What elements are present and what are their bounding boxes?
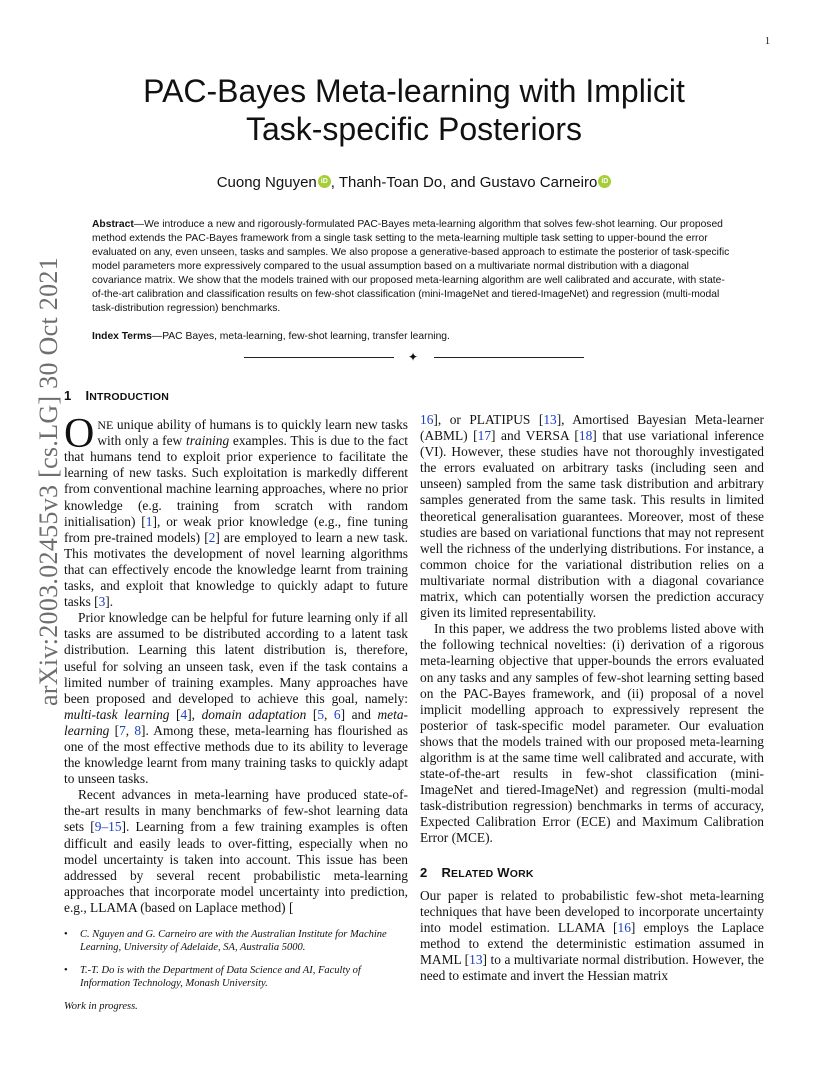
orcid-icon[interactable]: iD — [598, 175, 611, 188]
citation-link[interactable]: 16 — [617, 919, 631, 935]
intro-paragraph-3: Recent advances in meta-learning have produced state-of-the-art results in many benchmarks of few-shot learning data sets [9–15]. Learning from a few training examples is often difficult and easily leads to over-fitting, especially when no model uncertainty is taken into account. This issue has been addressed by several recent probabilistic meta-learning approaches that incorporate model uncertainty into prediction, e.g., LLAMA (based on Laplace method) [ — [64, 787, 408, 915]
citation-link[interactable]: 5 — [317, 706, 325, 722]
drop-cap: O — [64, 411, 95, 458]
abstract-label: Abstract — [92, 219, 134, 230]
citation-link[interactable]: 13 — [469, 952, 483, 967]
abstract — [92, 218, 736, 316]
left-column — [64, 388, 408, 916]
divider-diamond-icon: ✦ — [408, 350, 419, 364]
citation-link[interactable]: 4 — [180, 706, 188, 722]
index-terms-label: Index Terms — [92, 331, 152, 342]
citation-link[interactable]: 6 — [333, 706, 341, 722]
bullet-icon: • — [64, 929, 68, 940]
author-name: Cuong Nguyen — [216, 174, 317, 191]
related-work-paragraph-1: Our paper is related to probabilistic few-shot meta-learning techniques that have been developed to incorporate uncertainty into model estimation. LLAMA [16] employs the Laplace method to extend the deterministic estimation assumed in MAML [13] to a multivariate normal distribution. However, the need to estimate and invert the Hessian matrix — [420, 887, 765, 984]
bullet-icon: • — [64, 965, 68, 976]
intro-paragraph-3-continued: 16], or PLATIPUS [13], Amortised Bayesian Meta-learner (ABML) [17] and VERSA [18] that use variational inference (VI). However, these studies have not thoroughly investigated the errors evaluated on arbitrary tasks (including seen and unseen) sampled from the same task distribution and arbitrary samples generated from the same task. This results in limited theoretical generalisation guarantees. Moreover, most of these studies are based on variational functions that may not represent well the richness of the underlying distributions. For instance, a common choice for the variational distribution relies on a multivariate normal distribution with a diagonal covariance matrix, which can potentially worsen the prediction accuracy given its limited representability. — [420, 412, 765, 621]
intro-paragraph-1: ONE unique ability of humans is to quickly learn new tasks with only a few training examples. This is due to the fact that humans tend to exploit prior experience to facilitate the learning of new tasks. Such exploitation is markedly different from conventional machine learning approaches, where no prior knowledge (e.g. training from scratch with random initialisation) [1], or weak prior knowledge (e.g., fine tuning from pre-trained models) [2] are employed to learn a new task. This motivates the development of novel learning algorithms that can effectively encode the knowledge learnt from training tasks, and exploit that knowledge to quickly adapt to future tasks [3]. — [64, 411, 408, 610]
citation-link[interactable]: 18 — [578, 428, 593, 444]
footnote-affiliation-1: • C. Nguyen and G. Carneiro are with the Australian Institute for Machine Learning, University of Adelaide, SA, Australia 5000. — [64, 929, 387, 953]
intro-paragraph-2: Prior knowledge can be helpful for future learning only if all tasks are assumed to be distributed according to a latent task distribution. Learning this latent distribution is, therefore, useful for solving an unseen task, even if the task contains a limited number of training examples. Many approaches have been proposed and developed to achieve this goal, namely: multi-task learning [4], domain adaptation [5, 6] and meta-learning [7, 8]. Among these, meta-learning has flourished as one of the most effective methods due to its ability to leverage the knowledge learnt from many training tasks to quickly adapt to unseen tasks. — [64, 610, 409, 787]
title-line-2: Task-specific Posteriors — [245, 111, 583, 147]
section-heading-related-work: 2 RELATED WORK — [420, 864, 534, 880]
arxiv-identifier-stamp: arXiv:2003.02455v3 [cs.LG] 30 Oct 2021 — [34, 257, 63, 706]
section-heading-introduction: 1 INTRODUCTION — [64, 388, 170, 403]
right-column — [420, 412, 764, 984]
citation-link[interactable]: 7 — [119, 722, 126, 738]
abstract-text: —We introduce a new and rigorously-formulated PAC-Bayes meta-learning algorithm that solves few-shot learning. Our proposed method extends the PAC-Bayes framework from a single task setting to the meta-learning multiple task setting to upper-bound the error evaluated on any, even unseen, tasks and samples. We also propose a generative-based approach to estimate the posterior of task-specific model parameters more expressively compared to the usual assumption based on a multivariate normal distribution with a diagonal covariance matrix. We show that the models trained with our proposed meta-learning algorithm are well calibrated and accurate, with state-of-the-art calibration and classification results on few-shot classification (mini-ImageNet and tiered-ImageNet) and regression (multi-modal task-distribution regression) benchmarks. — [92, 219, 730, 314]
author-list — [90, 174, 738, 191]
footnote-affiliation-2: • T.-T. Do is with the Department of Data Science and AI, Faculty of Information Technology, Monash University. — [64, 965, 361, 989]
citation-link[interactable]: 1 — [145, 513, 153, 529]
author-names: , Thanh-Toan Do, and Gustavo Carneiro — [330, 174, 598, 191]
citation-link[interactable]: 16 — [420, 412, 434, 427]
page-number: 1 — [765, 36, 770, 47]
citation-link[interactable]: 3 — [98, 594, 106, 610]
divider-line — [434, 357, 584, 358]
work-in-progress-note: Work in progress. — [64, 1001, 138, 1012]
divider-line — [244, 357, 394, 358]
section-divider — [244, 350, 584, 364]
citation-link[interactable]: 17 — [477, 428, 492, 444]
index-terms — [92, 330, 736, 344]
title-line-1: PAC-Bayes Meta-learning with Implicit — [143, 73, 685, 109]
orcid-icon[interactable]: iD — [318, 175, 331, 188]
footnotes — [64, 928, 408, 1023]
citation-link[interactable]: 9–15 — [94, 819, 122, 835]
index-terms-text: —PAC Bayes, meta-learning, few-shot learning, transfer learning. — [151, 331, 450, 342]
citation-link[interactable]: 13 — [543, 412, 557, 427]
intro-paragraph-4: In this paper, we address the two problems listed above with the following technical novelties: (i) derivation of a rigorous meta-learning objective that upper-bounds the errors evaluated on any tasks and any samples of few-shot learning setting based on the PAC-Bayes framework, and (ii) proposal of a novel implicit modelling approach to expressively represent the posterior of task-specific model parameter. Our evaluation shows that the models trained with our proposed meta-learning algorithm is at the same time well calibrated and accurate, with state-of-the-art results in few-shot classification (mini-ImageNet and tiered-ImageNet) and regression (multi-modal task-distribution regression) benchmarks in terms of accuracy, Expected Calibration Error (ECE) and Maximum Calibration Error (MCE). — [420, 621, 764, 846]
paper-title — [90, 72, 738, 148]
citation-link[interactable]: 2 — [208, 529, 216, 545]
citation-link[interactable]: 8 — [134, 722, 142, 738]
